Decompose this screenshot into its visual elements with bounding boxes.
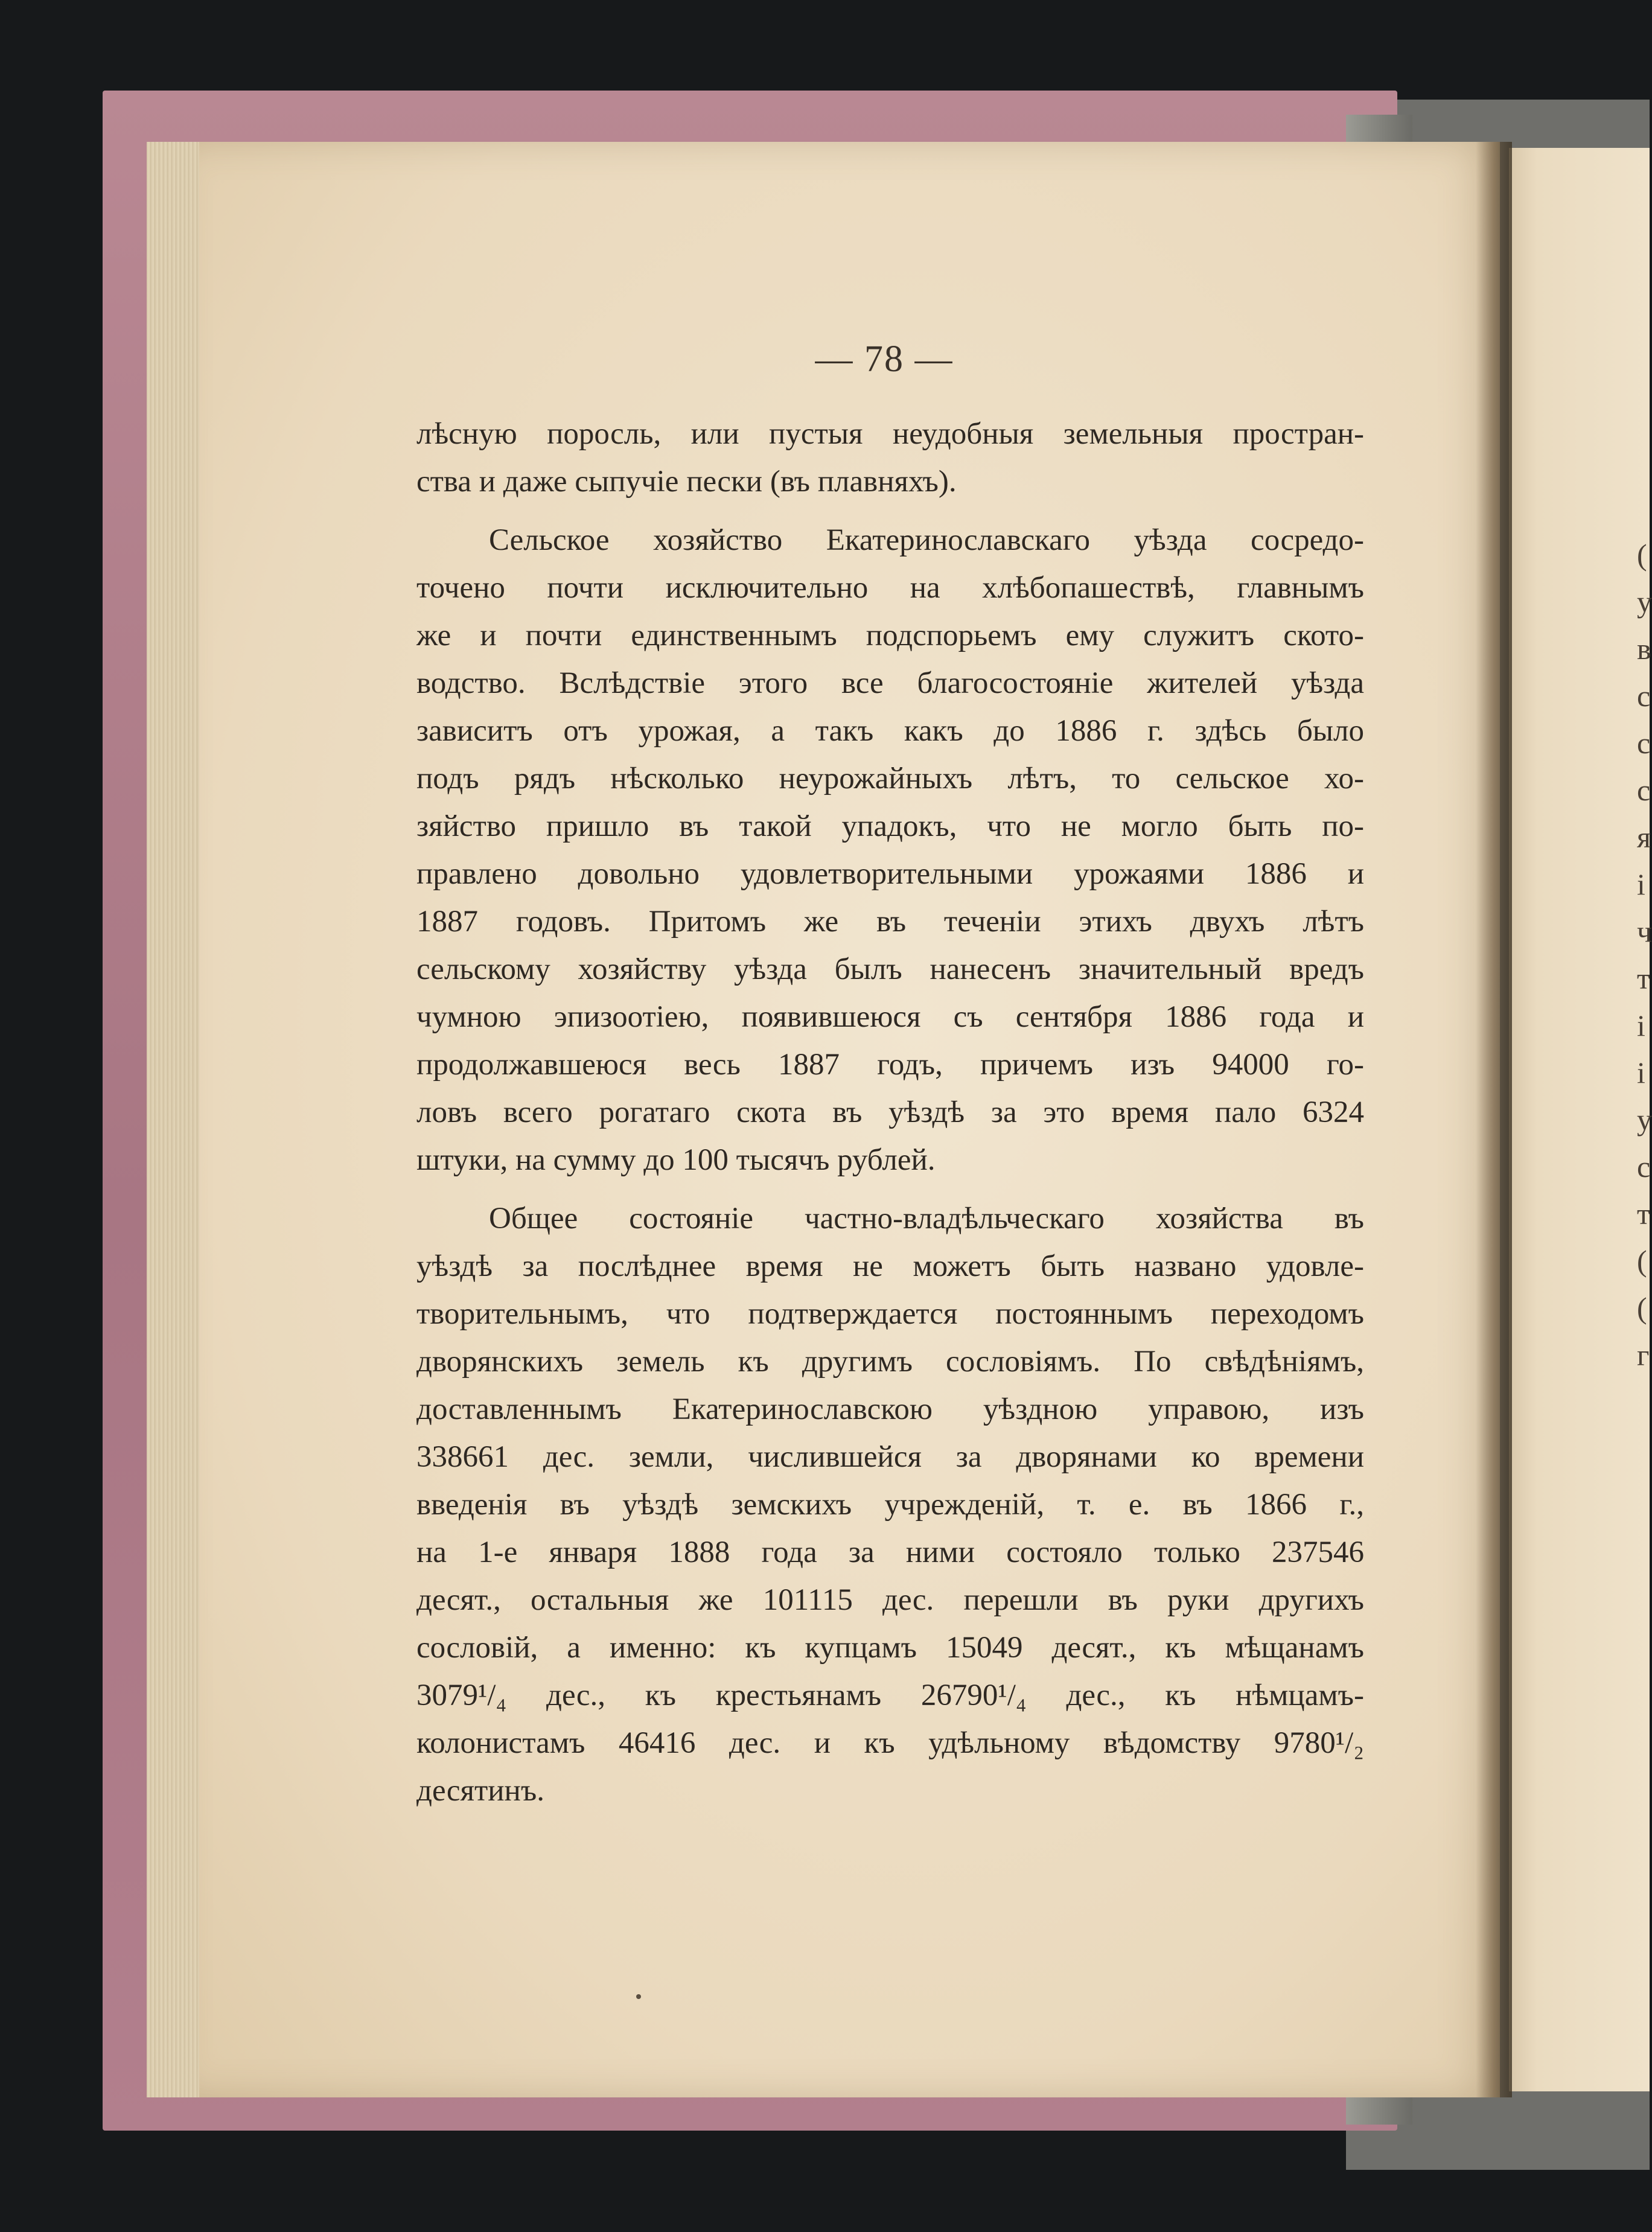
- facing-page-letter: с: [1637, 726, 1651, 760]
- facing-page-letter: г: [1637, 1338, 1650, 1372]
- text-line: же и почти единственнымъ подспорьемъ ему служитъ ското-: [416, 619, 1364, 652]
- text-line: ловъ всего рогатаго скота въ уѣздѣ за это время пало 6324: [416, 1095, 1364, 1129]
- facing-page-letter: (: [1637, 1244, 1647, 1278]
- text-line: 338661 дес. земли, числившейся за дворянами ко времени: [416, 1440, 1364, 1474]
- text-line: десятинъ.: [416, 1774, 544, 1808]
- text-line: водство. Вслѣдствіе этого все благосостояніе жителей уѣзда: [416, 666, 1364, 700]
- page-gutter: [1476, 142, 1512, 2097]
- facing-page-letter: і: [1637, 867, 1645, 901]
- paragraph-1: [416, 410, 1364, 506]
- page-text: [416, 410, 1364, 1815]
- facing-page-letter: і: [1637, 1009, 1645, 1042]
- text-line: сословій, а именно: къ купцамъ 15049 десят., къ мѣщанамъ: [416, 1631, 1364, 1665]
- text-line: чумною эпизоотіею, появившеюся съ сентября 1886 года и: [416, 1000, 1364, 1034]
- text-line: штуки, на сумму до 100 тысячъ рублей.: [416, 1143, 936, 1177]
- facing-page-letter: с: [1637, 679, 1651, 713]
- paragraph-2: [416, 517, 1364, 1184]
- text-line: уѣздѣ за послѣднее время не можетъ быть названо удовле-: [416, 1249, 1364, 1283]
- text-line: точено почти исключительно на хлѣбопашествѣ, главнымъ: [416, 571, 1364, 605]
- text-line: на 1-е января 1888 года за ними состояло только 237546: [416, 1535, 1364, 1569]
- text-line: продолжавшеюся весь 1887 годъ, причемъ изъ 94000 го-: [416, 1048, 1364, 1082]
- text-line: правлено довольно удовлетворительными урожаями 1886 и: [416, 857, 1364, 891]
- text-line: введенія въ уѣздѣ земскихъ учрежденій, т. е. въ 1866 г.,: [416, 1488, 1364, 1522]
- facing-page-letter: у: [1637, 1103, 1652, 1137]
- ink-speck: [636, 1994, 641, 1999]
- text-line: колонистамъ 46416 дес. и къ удѣльному вѣдомству 9780¹/₂: [416, 1726, 1364, 1760]
- facing-page-edge-text: [1637, 531, 1650, 1379]
- facing-page-letter: у: [1637, 585, 1652, 619]
- text-line: сельскому хозяйству уѣзда былъ нанесенъ значительный вредъ: [416, 952, 1364, 986]
- facing-page-letter: ч: [1637, 914, 1652, 948]
- text-line: доставленнымъ Екатеринославскою уѣздною управою, изъ: [416, 1392, 1364, 1426]
- facing-page-letter: і: [1637, 1056, 1645, 1089]
- facing-page-letter: т: [1637, 1197, 1650, 1231]
- text-line: лѣсную поросль, или пустыя неудобныя земельныя простран-: [416, 417, 1364, 451]
- text-line: творительнымъ, что подтверждается постояннымъ переходомъ: [416, 1297, 1364, 1331]
- text-line: 1887 годовъ. Притомъ же въ теченіи этихъ двухъ лѣтъ: [416, 905, 1364, 939]
- facing-page-letter: т: [1637, 961, 1650, 995]
- text-line: подъ рядъ нѣсколько неурожайныхъ лѣтъ, то сельское хо-: [416, 762, 1364, 796]
- facing-page-letter: в: [1637, 632, 1651, 666]
- paragraph-3: [416, 1195, 1364, 1815]
- text-line: зависитъ отъ урожая, а такъ какъ до 1886 г. здѣсь было: [416, 714, 1364, 748]
- facing-page-letter: (: [1637, 538, 1647, 572]
- text-line: дворянскихъ земель къ другимъ сословіямъ. По свѣдѣніямъ,: [416, 1345, 1364, 1379]
- text-line: десят., остальныя же 101115 дес. перешли въ руки другихъ: [416, 1583, 1364, 1617]
- page-number: — 78 —: [815, 339, 954, 380]
- facing-page: [1509, 148, 1650, 2091]
- text-line: Общее состояніе частно-владѣльческаго хозяйства въ: [489, 1202, 1364, 1236]
- facing-page-letter: с: [1637, 1150, 1651, 1184]
- text-line: Сельское хозяйство Екатеринославскаго уѣзда сосредо-: [489, 523, 1364, 557]
- facing-page-letter: я: [1637, 820, 1651, 854]
- text-line: ства и даже сыпучіе пески (въ плавняхъ).: [416, 465, 957, 499]
- facing-page-letter: (: [1637, 1291, 1647, 1325]
- facing-page-letter: с: [1637, 773, 1651, 807]
- text-line: 3079¹/₄ дес., къ крестьянамъ 26790¹/₄ дес., къ нѣмцамъ-: [416, 1679, 1364, 1712]
- text-line: зяйство пришло въ такой упадокъ, что не могло быть по-: [416, 809, 1364, 843]
